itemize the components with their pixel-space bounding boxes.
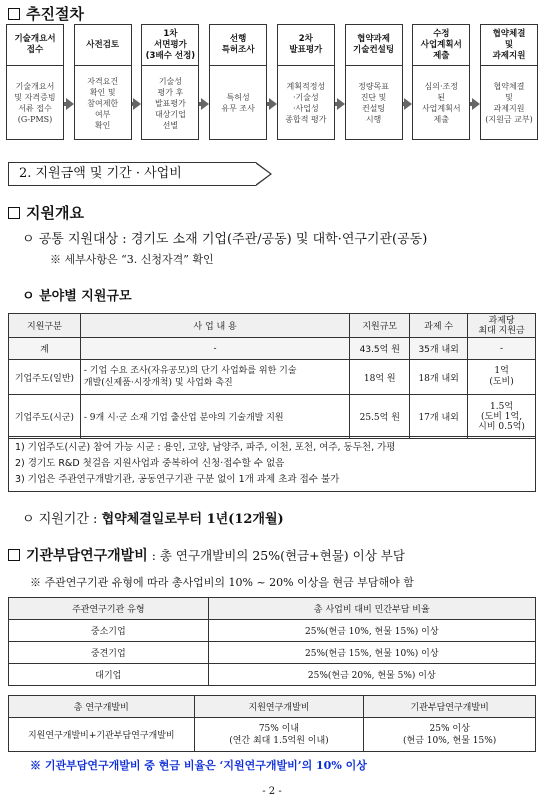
overview-title: 지원개요 bbox=[8, 202, 84, 223]
process-step bbox=[277, 24, 335, 140]
process-step-desc: 기술개요서 및 자격증빙 서류 접수 (G-PMS) bbox=[14, 82, 56, 124]
process-step bbox=[6, 24, 64, 140]
process-step bbox=[412, 24, 470, 140]
flow-arrow-icon bbox=[133, 98, 141, 110]
note-item: 1) 기업주도(시군) 참여 가능 시군 : 용인, 고양, 남양주, 파주, 이천, 포천, 여주, 동두천, 가평 bbox=[15, 442, 396, 453]
process-step-desc: 특허성 유무 조사 bbox=[221, 93, 255, 113]
page-number: - 2 - bbox=[262, 786, 282, 797]
process-step bbox=[480, 24, 538, 140]
table-row: 중견기업 25%(현금 15%, 현물 10%) 이상 bbox=[9, 642, 536, 664]
flow-arrow-icon bbox=[337, 98, 345, 110]
process-step-title: 협약체결 및 과제지원 bbox=[481, 25, 537, 66]
process-step-title: 협약과제 기술컨설팅 bbox=[346, 25, 402, 66]
process-step bbox=[209, 24, 267, 140]
process-step-title: 수정 사업계획서 제출 bbox=[413, 25, 469, 66]
table-row: 중소기업 25%(현금 10%, 현물 15%) 이상 bbox=[9, 620, 536, 642]
process-step-desc: 자격요건 확인 및 참여제한 여부 확인 bbox=[87, 76, 119, 130]
process-step-desc: 계획적정성 ·기술성 ·사업성 종합적 평가 bbox=[285, 82, 327, 124]
process-step-title: 사전검토 bbox=[75, 25, 131, 66]
section-banner: 2. 지원금액 및 기간 · 사업비 bbox=[8, 162, 256, 186]
process-step-title: 선행 특허조사 bbox=[210, 25, 266, 66]
table-row: 계 - 43.5억 원 35개 내외 - bbox=[9, 338, 536, 360]
table-header: 지원구분 bbox=[9, 314, 81, 338]
support-target-note: ※ 세부사항은 “3. 신청자격” 확인 bbox=[50, 253, 214, 266]
table-header: 지원규모 bbox=[350, 314, 410, 338]
process-step bbox=[74, 24, 132, 140]
table-row: 기업주도(시군) - 9개 시·군 소재 기업 출산업 분야의 기술개발 지원 25.5억 원 17개 내외 1.5억 (도비 1억, 시비 0.5억) bbox=[9, 395, 536, 439]
table-row: 대기업 25%(현금 20%, 현물 5%) 이상 bbox=[9, 664, 536, 686]
burden-title: 기관부담연구개발비 : 총 연구개발비의 25%(현금+현물) 이상 부담 bbox=[8, 545, 405, 565]
process-flow bbox=[6, 24, 538, 142]
budget-split-table bbox=[8, 695, 536, 752]
process-step-title: 기술개요서 접수 bbox=[7, 25, 63, 66]
table-row: 기업주도(일반) - 기업 수요 조사(자유공모)의 단기 사업화를 위한 기술 개발(신제품·시장개척) 및 사업화 촉진 18억 원 18개 내외 1억 (도비) bbox=[9, 360, 536, 395]
process-step-desc: 심의·조정 된 사업계획서 제출 bbox=[421, 82, 461, 124]
support-scale-table bbox=[8, 313, 536, 439]
table-header: 기관부담연구개발비 bbox=[364, 696, 536, 718]
process-step-desc: 기술성 평가 후 발표평가 대상기업 선별 bbox=[154, 76, 186, 130]
scale-label: ㅇ 분야별 지원규모 bbox=[22, 289, 132, 304]
notes-box bbox=[8, 436, 536, 492]
cash-ratio-note: ※ 기관부담연구개발비 중 현금 비율은 ‘지원연구개발비’의 10% 이상 bbox=[30, 759, 367, 772]
flow-arrow-icon bbox=[404, 98, 412, 110]
section-title-process: 추진절차 bbox=[8, 3, 84, 24]
support-period: ㅇ 지원기간 : 협약체결일로부터 1년(12개월) bbox=[22, 512, 284, 527]
note-item: 2) 경기도 R&D 첫걸음 지원사업과 중복하여 신청·접수할 수 없음 bbox=[15, 458, 285, 469]
table-header: 총 사업비 대비 민간부담 비율 bbox=[208, 598, 535, 620]
burden-note: ※ 주관연구기관 유형에 따라 총사업비의 10% ~ 20% 이상을 현금 부담해야 함 bbox=[30, 576, 414, 589]
process-step-title: 2차 발표평가 bbox=[278, 25, 334, 66]
checkbox-square-icon bbox=[8, 8, 20, 20]
flow-arrow-icon bbox=[269, 98, 277, 110]
table-header: 과제당 최대 지원금 bbox=[468, 314, 536, 338]
table-row: 지원연구개발비+기관부담연구개발비 75% 이내 (연간 최대 1.5억원 이내) 25% 이상 (현금 10%, 현물 15%) bbox=[9, 718, 536, 752]
flow-arrow-icon bbox=[66, 98, 74, 110]
checkbox-square-icon bbox=[8, 549, 20, 561]
table-header: 사 업 내 용 bbox=[80, 314, 349, 338]
process-step bbox=[141, 24, 199, 140]
flow-arrow-icon bbox=[201, 98, 209, 110]
table-header: 지원연구개발비 bbox=[194, 696, 364, 718]
table-header: 주관연구기관 유형 bbox=[9, 598, 209, 620]
support-target: ㅇ 공통 지원대상 : 경기도 소재 기업(주관/공동) 및 대학·연구기관(공동) bbox=[22, 232, 428, 247]
process-step-title: 1차 서면평가 (3배수 선정) bbox=[142, 25, 198, 66]
table-header: 총 연구개발비 bbox=[9, 696, 195, 718]
process-step-desc: 협약체결 및 과제지원 (지원금 교부) bbox=[485, 82, 533, 124]
note-item: 3) 기업은 주관연구개발기관, 공동연구기관 구분 없이 1개 과제 초과 접수 불가 bbox=[15, 474, 340, 485]
table-header: 과제 수 bbox=[410, 314, 468, 338]
process-step-desc: 정량목표 진단 및 컨설팅 시행 bbox=[358, 82, 390, 124]
flow-arrow-icon bbox=[472, 98, 480, 110]
process-step bbox=[345, 24, 403, 140]
checkbox-square-icon bbox=[8, 207, 20, 219]
burden-ratio-table bbox=[8, 597, 536, 686]
